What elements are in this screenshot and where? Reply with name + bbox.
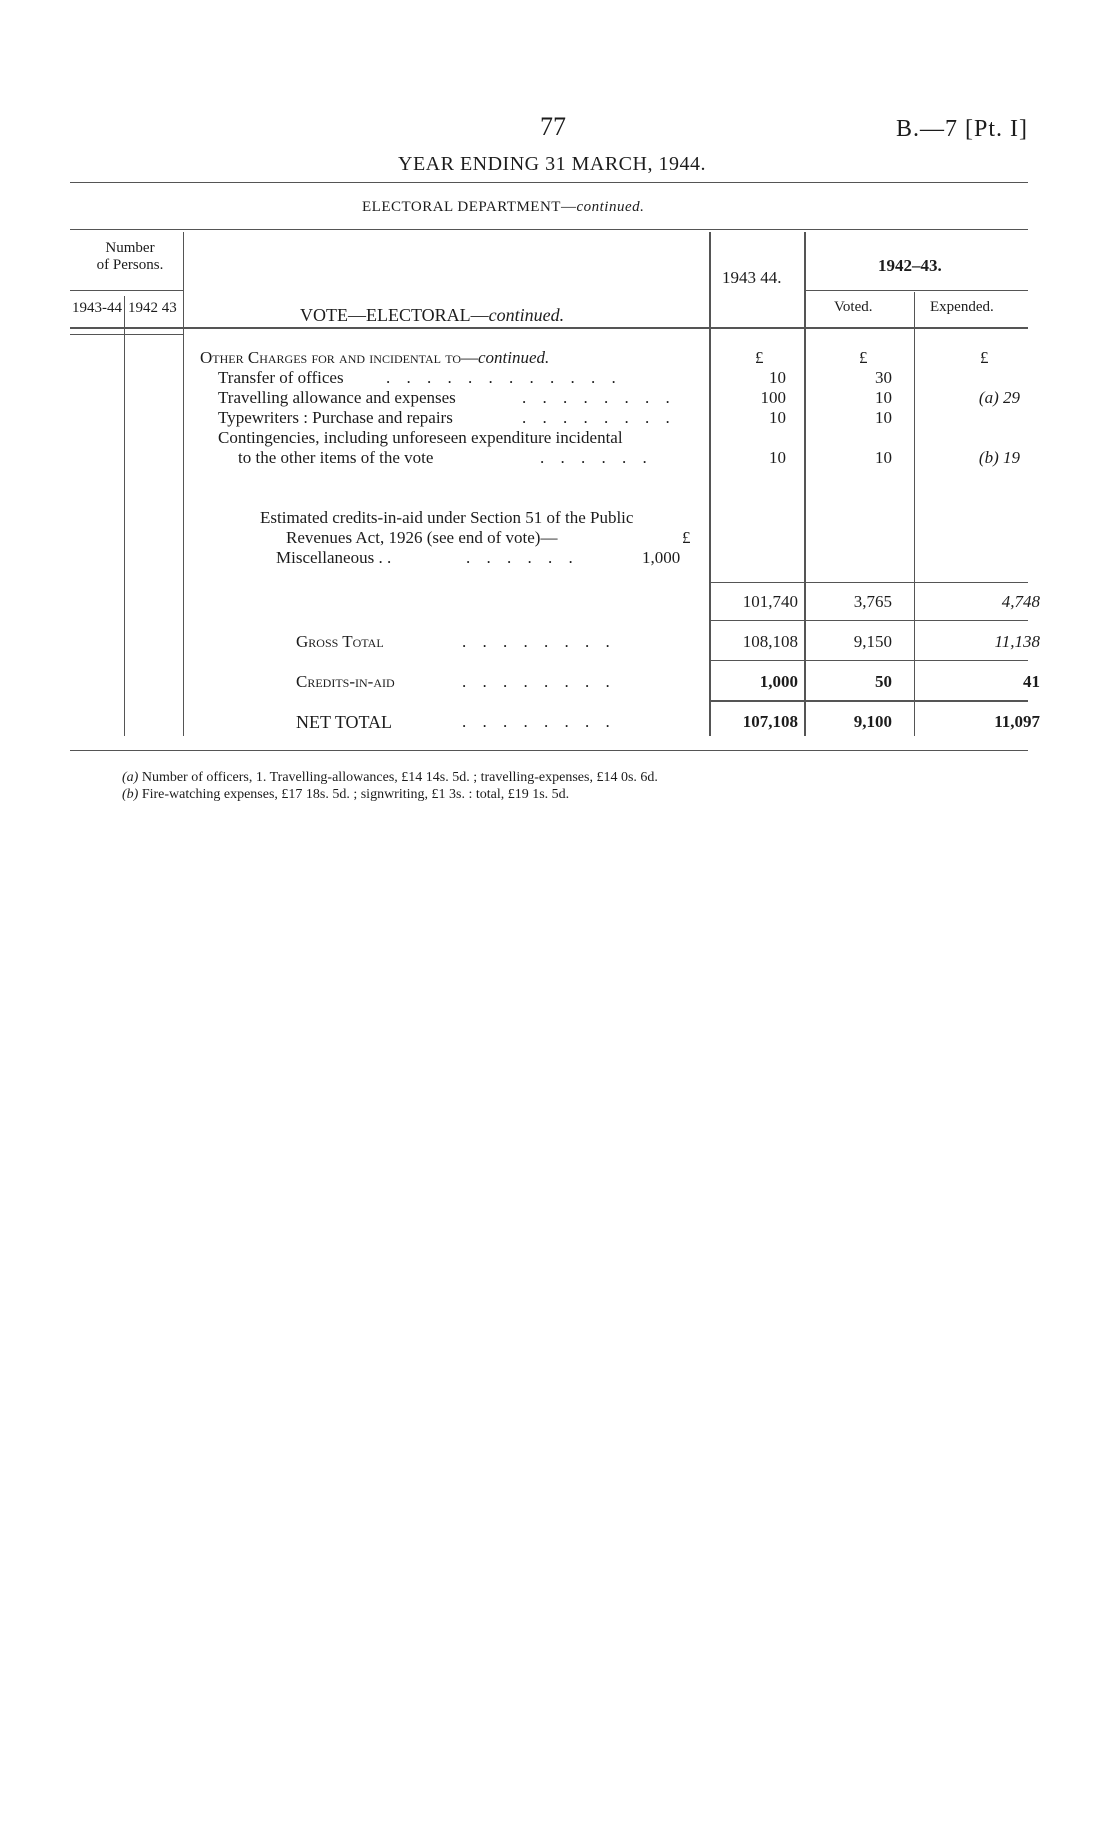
col-header-voted: Voted.	[834, 299, 873, 315]
row-dots: . . . . . .	[540, 448, 653, 467]
row-voted-value: 10	[875, 388, 892, 407]
vote-heading	[300, 305, 564, 326]
credits-note-dots: . . . . . .	[466, 548, 579, 567]
row-dots: . . . . . . . .	[522, 388, 676, 407]
row-expended-value: (a) 29	[978, 388, 1020, 407]
row-voted-value: 10	[875, 448, 892, 467]
row-1943-value: 100	[760, 388, 786, 407]
credits-in-aid-dots: . . . . . . . .	[462, 672, 616, 691]
col-header-1943-44: 1943 44.	[722, 268, 782, 287]
gross-total-expended: 11,138	[994, 632, 1040, 651]
gross-total-voted: 9,150	[853, 632, 892, 651]
section-heading-continued: continued.	[478, 348, 550, 367]
persons-col-1942: 1942 43	[128, 300, 177, 316]
persons-header	[80, 240, 180, 274]
header-bottom-rule	[70, 327, 1028, 329]
credits-note-line1: Estimated credits-in-aid under Section 51 of the Public	[260, 508, 634, 527]
footnote-marker: (a)	[122, 770, 139, 785]
subtotal-bottom-rule	[711, 620, 1028, 621]
department-title: ELECTORAL DEPARTMENT—	[362, 199, 577, 215]
net-total-voted: 9,100	[853, 712, 892, 731]
gross-total-1943: 108,108	[742, 632, 798, 651]
vote-continued: continued.	[488, 305, 565, 325]
credits-in-aid-voted: 50	[875, 672, 892, 691]
currency-voted: £	[859, 348, 868, 367]
row-1943-value: 10	[769, 448, 786, 467]
footnote-text: Fire-watching expenses, £17 18s. 5d. ; signwriting, £1 3s. : total, £19 1s. 5d.	[141, 787, 570, 802]
gross-total-dots: . . . . . . . .	[462, 632, 616, 651]
row-1943-value: 10	[769, 408, 786, 427]
credits-note-line2: Revenues Act, 1926 (see end of vote)—	[286, 528, 558, 547]
net-total-1943: 107,108	[742, 712, 798, 731]
row-label: Typewriters : Purchase and repairs	[218, 408, 453, 427]
credits-in-aid-expended: 41	[1023, 672, 1040, 691]
subtotal-voted: 3,765	[853, 592, 892, 611]
row-1943-value: 10	[769, 368, 786, 387]
row-dots: . . . . . . . . . . . .	[386, 368, 622, 387]
department-continued: continued.	[576, 199, 645, 215]
footnote-a	[122, 770, 658, 786]
row-label: Contingencies, including unforeseen expenditure incidental	[218, 428, 623, 447]
credits-in-aid-1943: 1,000	[759, 672, 798, 691]
persons-header-rule	[70, 290, 184, 291]
subheader-rule	[806, 290, 1028, 291]
net-total-dots: . . . . . . . .	[462, 712, 616, 731]
col-header-expended: Expended.	[930, 299, 994, 315]
persons-col-divider	[124, 296, 125, 736]
row-voted-value: 30	[875, 368, 892, 387]
footnote-b	[122, 787, 569, 803]
gross-total-rule	[711, 660, 1028, 661]
persons-sub-rule	[70, 334, 184, 335]
footnote-text: Number of officers, 1. Travelling-allowances, £14 14s. 5d. ; travelling-expenses, £14 0s. 6d.	[141, 770, 658, 785]
currency-1943: £	[755, 348, 764, 367]
row-label-continued: to the other items of the vote	[238, 448, 434, 467]
persons-right-border	[183, 232, 184, 736]
divider	[70, 182, 1028, 183]
row-expended-value: (b) 19	[978, 448, 1020, 467]
row-label: Transfer of offices	[218, 368, 344, 387]
table-bottom-rule	[70, 750, 1028, 751]
footnote-marker: (b)	[122, 787, 139, 802]
table-top-rule	[70, 229, 1028, 230]
persons-col-1943: 1943-44	[72, 300, 122, 316]
currency-expended: £	[980, 348, 989, 367]
vote-title: VOTE—ELECTORAL—	[300, 305, 489, 325]
col-expended-left-border	[914, 292, 915, 736]
gross-total-label: Gross Total	[296, 632, 384, 651]
page-number: 77	[540, 112, 566, 141]
col-header-1942-43: 1942–43.	[878, 256, 942, 275]
subtotal-1943: 101,740	[742, 592, 798, 611]
row-dots: . . . . . . . .	[522, 408, 676, 427]
row-label: Travelling allowance and expenses	[218, 388, 456, 407]
persons-header-line2: of Persons.	[96, 257, 164, 273]
persons-header-line1: Number	[105, 240, 155, 256]
subtotal-rule	[711, 582, 1028, 583]
credits-note-currency: £	[682, 528, 691, 547]
department-heading	[362, 199, 644, 216]
row-voted-value: 10	[875, 408, 892, 427]
year-heading: YEAR ENDING 31 MARCH, 1944.	[398, 153, 706, 175]
credits-note-line3: Miscellaneous . .	[276, 548, 392, 567]
section-heading-text: Other Charges for and incidental to—	[200, 348, 479, 367]
section-heading	[200, 348, 549, 368]
credits-in-aid-label: Credits-in-aid	[296, 672, 395, 691]
subtotal-expended: 4,748	[1001, 592, 1040, 611]
net-total-expended: 11,097	[994, 712, 1040, 731]
page-reference: B.—7 [Pt. I]	[896, 116, 1028, 142]
credits-note-value: 1,000	[642, 548, 681, 567]
credits-total-rule	[711, 700, 1028, 702]
net-total-label: NET TOTAL	[296, 712, 393, 732]
